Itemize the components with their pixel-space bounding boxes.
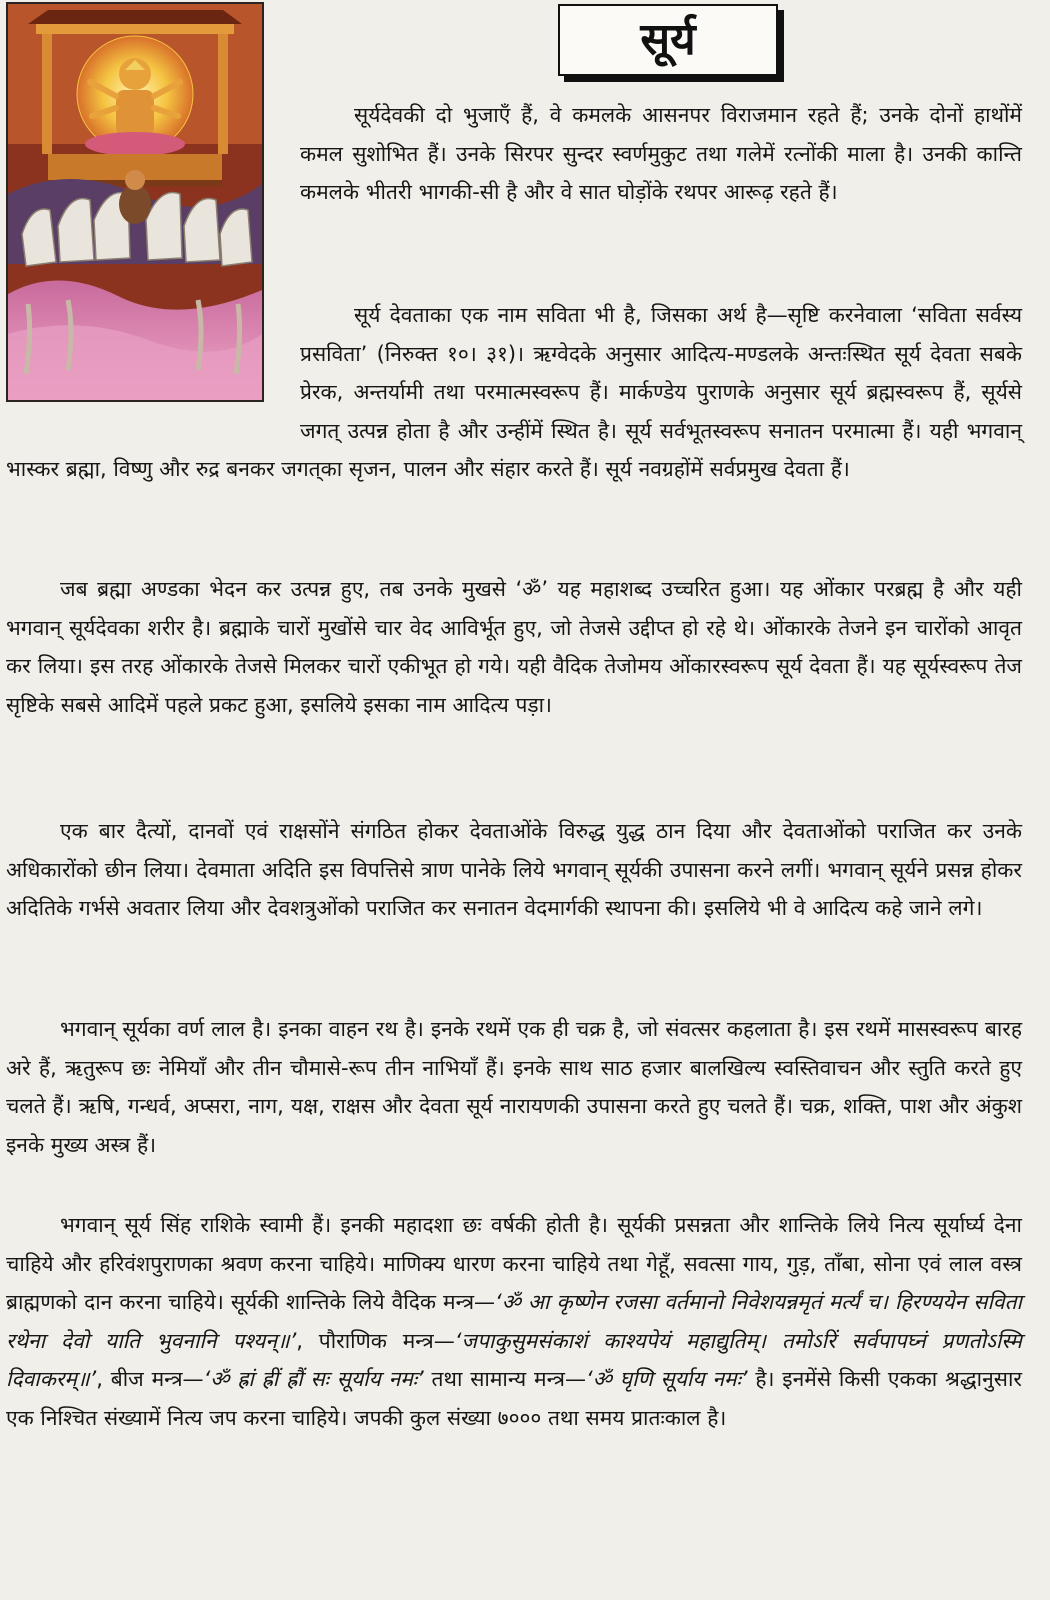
general-mantra: ‘ॐ घृणि सूर्याय नमः’ (586, 1367, 748, 1391)
mantras-conclusion: है। इनमेंसे किसी एकका श्रद्धानुसार एक निश्चित संख्यामें नित्य जप करना चाहिये। जपकी कुल संख्या ७००० तथा समय प्रातःकाल है। (6, 1367, 1022, 1430)
paragraph-chariot: भगवान् सूर्यका वर्ण लाल है। इनका वाहन रथ है। इनके रथमें एक ही चक्र है, जो संवत्सर कहलाता है। इस रथमें मासस्वरूप बारह अरे हैं, ऋतुरूप छः नेमियाँ और तीन चौमासे-रूप तीन नाभियाँ हैं। इनके साथ साठ हजार बालखिल्य स्वस्तिवाचन और स्तुति करते हुए चलते हैं। ऋषि, गन्धर्व, अप्सरा, नाग, यक्ष, राक्षस और देवता सूर्य नारायणकी उपासना करते हुए चलते हैं। चक्र, शक्ति, पाश और अंकुश इनके मुख्य अस्त्र हैं। (6, 1017, 1022, 1157)
paragraph-appearance: सूर्यदेवकी दो भुजाएँ हैं, वे कमलके आसनपर विराजमान रहते हैं; उनके दोनों हाथोंमें कमल सुशोभित हैं। उनके सिरपर सुन्दर स्वर्णमुकुट तथा गलेमें रत्नोंकी माला है। उनकी कान्ति कमलके भीतरी भागकी-सी है और वे सात घोड़ोंके रथपर आरूढ़ रहते हैं। (300, 103, 1022, 204)
puranic-mantra: ‘जपाकुसुमसंकाशं काश्यपेयं महाद्युतिम्। तमोऽरिं सर्वपापघ्नं प्रणतोऽस्मि दिवाकरम्॥’ (6, 1328, 1022, 1391)
image-wrap-space (6, 296, 300, 450)
page-title: सूर्य (640, 14, 696, 65)
beej-mantra: ‘ॐ ह्रां ह्रीं ह्रौं सः सूर्याय नमः’ (203, 1367, 424, 1391)
title-box (558, 4, 778, 76)
mantras-intro: भगवान् सूर्य सिंह राशिके स्वामी हैं। इनकी महादशा छः वर्षकी होती है। सूर्यकी प्रसन्नता और शान्तिके लिये नित्य सूर्यार्घ्य देना चाहिये और हरिवंशपुराणका श्रवण करना चाहिये। माणिक्य धारण करना चाहिये तथा गेहूँ, सवत्सा गाय, गुड़, ताँबा, सोना एवं लाल वस्त्र ब्राह्मणको दान करना चाहिये। सूर्यकी शान्तिके लिये वैदिक मन्त्र— (6, 1213, 1022, 1314)
paragraph-savita-text: सूर्य देवताका एक नाम सविता भी है, जिसका अर्थ है—सृष्टि करनेवाला ‘सविता सर्वस्य प्रसविता’ (निरुक्त १०। ३१)। ऋग्वेदके अनुसार आदित्य-मण्डलके अन्तःस्थित सूर्य देवता सबके प्रेरक, अन्तर्यामी तथा परमात्मस्वरूप हैं। मार्कण्डेय पुराणके अनुसार सूर्य ब्रह्मस्वरूप हैं, सूर्यसे जगत् उत्पन्न होता है और उन्हींमें स्थित है। सूर्य सर्वभूतस्वरूप सनातन परमात्मा हैं। यही भगवान् भास्कर ब्रह्मा, विष्णु और रुद्र बनकर जगत्‌का सृजन, पालन और संहार करते हैं। सूर्य नवग्रहोंमें सर्वप्रमुख देवता हैं। (6, 303, 1022, 481)
paragraph-savita (6, 296, 1022, 489)
vedic-mantra: ‘ॐ आ कृष्णेन रजसा वर्तमानो निवेशयन्नमृतं मर्त्यं च। हिरण्ययेन सविता रथेना देवो याति भुवनानि पश्यन्॥’ (6, 1290, 1022, 1353)
mantras-connector-1: , पौराणिक मन्त्र— (296, 1328, 455, 1353)
mantras-connector-2: , बीज मन्त्र— (96, 1367, 204, 1391)
paragraph-omkar: जब ब्रह्मा अण्डका भेदन कर उत्पन्न हुए, तब उनके मुखसे ‘ॐ’ यह महाशब्द उच्चरित हुआ। यह ओंकार परब्रह्म है और यही भगवान् सूर्यदेवका शरीर है। ब्रह्माके चारों मुखोंसे चार वेद आविर्भूत हुए, जो तेजसे उद्दीप्त हो रहे थे। ओंकारके तेजने इन चारोंको आवृत कर लिया। इस तरह ओंकारके तेजसे मिलकर चारों एकीभूत हो गये। यही वैदिक तेजोमय ओंकारस्वरूप सूर्य देवता हैं। यह सूर्यस्वरूप तेज सृष्टिके सबसे आदिमें पहले प्रकट हुआ, इसलिये इसका नाम आदित्य पड़ा। (6, 577, 1022, 717)
paragraph-mantras (6, 1206, 1022, 1437)
mantras-connector-3: तथा सामान्य मन्त्र— (423, 1367, 587, 1391)
paragraph-aditi: एक बार दैत्यों, दानवों एवं राक्षसोंने संगठित होकर देवताओंके विरुद्ध युद्ध ठान दिया और देवताओंको पराजित कर उनके अधिकारोंको छीन लिया। देवमाता अदिति इस विपत्तिसे त्राण पानेके लिये भगवान् सूर्यकी उपासना करने लगीं। भगवान् सूर्यने प्रसन्न होकर अदितिके गर्भसे अवतार लिया और देवशत्रुओंको पराजित कर सनातन वेदमार्गकी स्थापना की। इसलिये भी वे आदित्य कहे जाने लगे। (6, 819, 1022, 920)
